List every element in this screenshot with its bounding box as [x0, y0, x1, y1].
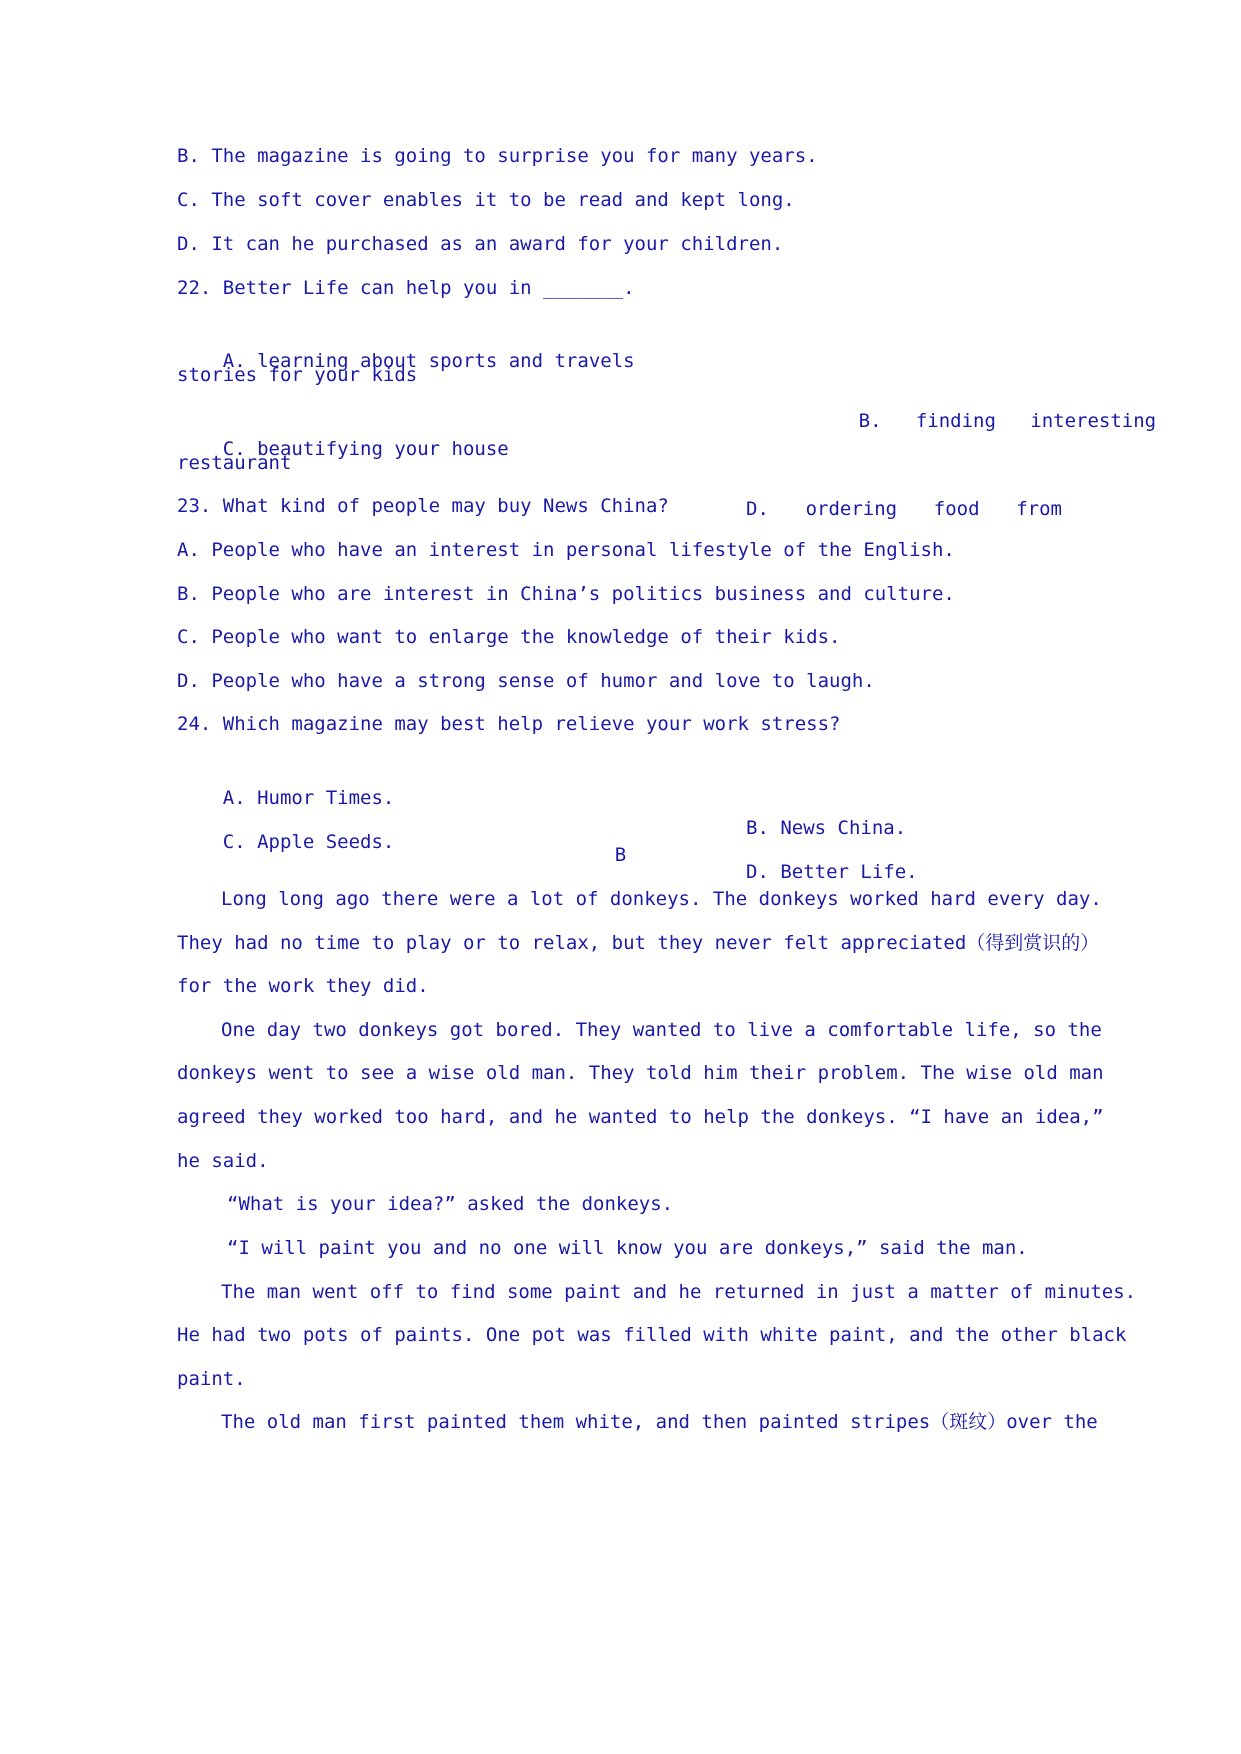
passage-line: agreed they worked too hard, and he wanted to help the donkeys. “I have an idea,”: [177, 1106, 1104, 1128]
passage-line: The man went off to find some paint and he returned in just a matter of minutes.: [221, 1281, 1137, 1303]
q24-option-a: A. Humor Times.: [222, 787, 395, 809]
q22-stem: 22. Better Life can help you in _______.: [177, 277, 635, 299]
section-heading: B: [614, 844, 627, 866]
q23-option-d: D. People who have a strong sense of humor and love to laugh.: [177, 670, 875, 692]
q22-option-c: C. beautifying your house: [222, 438, 509, 460]
q24-stem: 24. Which magazine may best help relieve your work stress?: [177, 713, 841, 735]
passage-line: They had no time to play or to relax, but they never felt appreciated（得到赏识的）: [177, 932, 1100, 954]
q23-stem: 23. What kind of people may buy News China?: [177, 495, 669, 517]
q22-option-b: B. finding interesting: [858, 410, 1157, 432]
q24-option-b: B. News China.: [746, 817, 907, 839]
q23-option-c: C. People who want to enlarge the knowledge of their kids.: [177, 626, 841, 648]
q24-option-c: C. Apple Seeds.: [222, 831, 395, 853]
passage-line: donkeys went to see a wise old man. They told him their problem. The wise old man: [177, 1062, 1104, 1084]
q22-option-d: D. ordering food from: [746, 498, 1062, 520]
passage-line: He had two pots of paints. One pot was filled with white paint, and the other black: [177, 1324, 1127, 1346]
q22-option-d-cont: restaurant: [177, 452, 292, 474]
passage-line: for the work they did.: [177, 975, 429, 997]
q23-option-b: B. People who are interest in China’s politics business and culture.: [177, 583, 955, 605]
passage-line: Long long ago there were a lot of donkeys. The donkeys worked hard every day.: [221, 888, 1102, 910]
q23-option-a: A. People who have an interest in personal lifestyle of the English.: [177, 539, 955, 561]
q21-option-b: B. The magazine is going to surprise you for many years.: [177, 145, 818, 167]
passage-line: paint.: [177, 1368, 246, 1390]
q22-option-a: A. learning about sports and travels: [222, 350, 635, 372]
passage-line: he said.: [177, 1150, 269, 1172]
q21-option-d: D. It can he purchased as an award for your children.: [177, 233, 784, 255]
q21-option-c: C. The soft cover enables it to be read and kept long.: [177, 189, 795, 211]
passage-line: The old man first painted them white, and then painted stripes（斑纹）over the: [221, 1411, 1098, 1433]
q24-option-d: D. Better Life.: [746, 861, 918, 883]
passage-line: One day two donkeys got bored. They wanted to live a comfortable life, so the: [221, 1019, 1102, 1041]
q24-row-ab: [177, 753, 1077, 839]
q22-option-b-cont: stories for your kids: [177, 364, 418, 386]
passage-line: “What is your idea?” asked the donkeys.: [227, 1193, 674, 1215]
passage-line: “I will paint you and no one will know you are donkeys,” said the man.: [227, 1237, 1028, 1259]
